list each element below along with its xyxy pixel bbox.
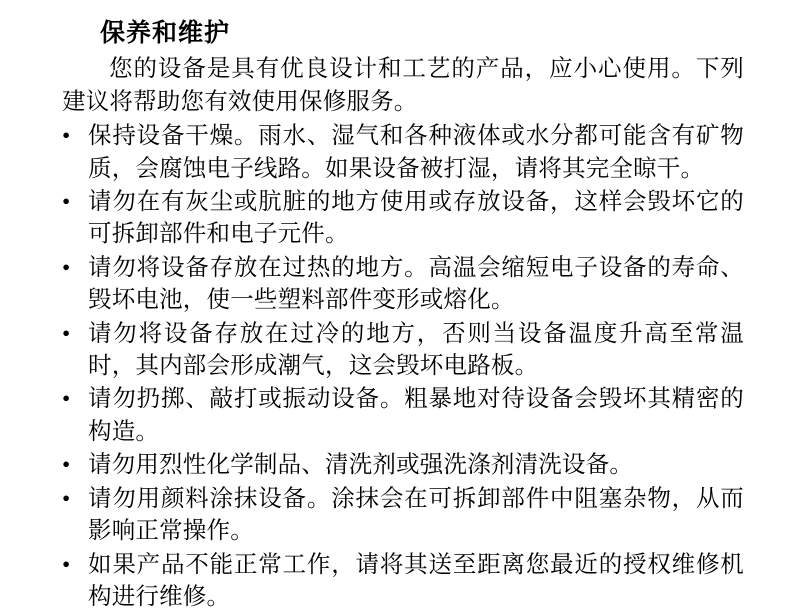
list-item-text: 如果产品不能正常工作，请将其送至距离您最近的授权维修机构进行维修。 <box>88 551 744 610</box>
list-item <box>62 120 750 185</box>
bullet-marker-icon: • <box>62 485 71 512</box>
list-item-text: 保持设备干燥。雨水、湿气和各种液体或水分都可能含有矿物质，会腐蚀电子线路。如果设备被打湿，请将其完全晾干。 <box>88 123 744 182</box>
list-item <box>62 252 750 317</box>
list-item-text: 请勿用烈性化学制品、清洗剂或强洗涤剂清洗设备。 <box>88 452 634 479</box>
list-item-text: 请勿在有灰尘或肮脏的地方使用或存放设备，这样会毁坏它的可拆卸部件和电子元件。 <box>88 188 744 248</box>
list-item <box>62 449 750 481</box>
bullet-marker-icon: • <box>62 386 71 413</box>
list-item <box>62 318 750 383</box>
list-item-text: 请勿将设备存放在过冷的地方，否则当设备温度升高至常温时，其内部会形成潮气，这会毁坏电路板。 <box>88 320 744 380</box>
list-item <box>62 549 750 613</box>
list-item <box>62 186 750 251</box>
list-item <box>62 383 750 448</box>
bullet-marker-icon: • <box>62 452 71 479</box>
page-title: 保养和维护 <box>100 20 231 47</box>
list-item-text: 请勿将设备存放在过热的地方。高温会缩短电子设备的寿命、毁坏电池，使一些塑料部件变形或熔化。 <box>88 254 744 314</box>
bullet-marker-icon: • <box>62 551 71 578</box>
bullet-marker-icon: • <box>62 188 71 215</box>
list-item <box>62 483 750 548</box>
list-item-text: 请勿用颜料涂抹设备。涂抹会在可拆卸部件中阻塞杂物，从而影响正常操作。 <box>88 485 744 545</box>
intro-paragraph: 您的设备是具有优良设计和工艺的产品，应小心使用。下列建议将帮助您有效使用保修服务。 <box>62 56 744 115</box>
bullet-marker-icon: • <box>62 254 71 281</box>
bullet-marker-icon: • <box>62 123 71 150</box>
maintenance-bullet-list <box>62 120 750 613</box>
list-item-text: 请勿扔掷、敲打或振动设备。粗暴地对待设备会毁坏其精密的构造。 <box>88 386 744 445</box>
bullet-marker-icon: • <box>62 320 71 347</box>
